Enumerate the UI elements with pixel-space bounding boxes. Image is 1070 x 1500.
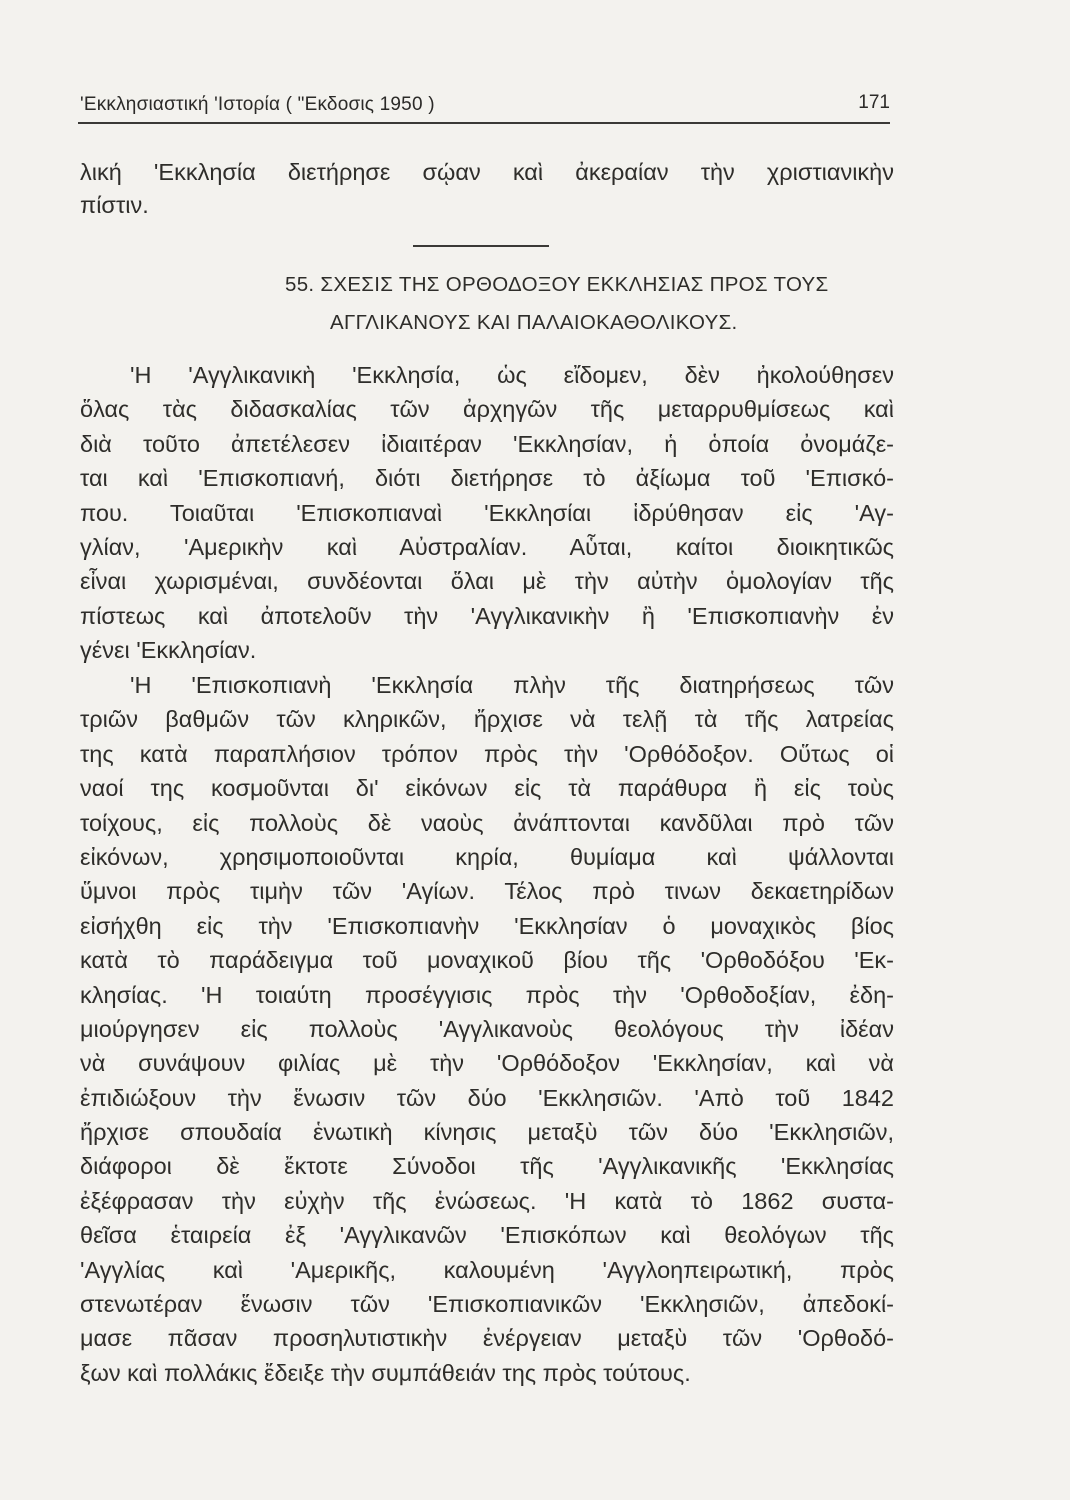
text-line: θεῖσα ἑταιρεία ἐξ 'Αγγλικανῶν 'Επισκόπων καὶ θεολόγων τῆς xyxy=(80,1222,894,1249)
text-line: της κατὰ παραπλήσιον τρόπον πρὸς τὴν 'Ορθόδοξον. Οὕτως οἱ xyxy=(80,740,894,767)
section-heading-line-1: 55. ΣΧΕΣΙΣ ΤΗΣ ΟΡΘΟΔΟΞΟΥ ΕΚΚΛΗΣΙΑΣ ΠΡΟΣ ΤΟΥΣ xyxy=(285,273,829,296)
text-line: ὕμνοι πρὸς τιμὴν τῶν 'Αγίων. Τέλος πρὸ τινων δεκαετηρίδων xyxy=(80,878,894,905)
text-line: ἐπιδιώξουν τὴν ἕνωσιν τῶν δύο 'Εκκλησιῶν. 'Απὸ τοῦ 1842 xyxy=(80,1084,894,1111)
text-line: ναοί της κοσμοῦνται δι' εἰκόνων εἰς τὰ παράθυρα ἢ εἰς τοὺς xyxy=(80,775,894,802)
lead-paragraph xyxy=(80,156,894,222)
text-line: κλησίας. 'Η τοιαύτη προσέγγισις πρὸς τὴν 'Ορθοδοξίαν, ἐδη- xyxy=(80,981,894,1008)
text-line: μασε πᾶσαν προσηλυτιστικὴν ἐνέργειαν μεταξὺ τῶν 'Ορθοδό- xyxy=(80,1325,894,1352)
running-header xyxy=(80,88,890,122)
text-line: στενωτέραν ἕνωσιν τῶν 'Επισκοπιανικῶν 'Εκκλησιῶν, ἀπεδοκί- xyxy=(80,1291,894,1318)
text-line: ται καὶ 'Επισκοπιανή, διότι διετήρησε τὸ ἀξίωμα τοῦ 'Επισκό- xyxy=(80,465,894,492)
text-line: εἶναι χωρισμέναι, συνδέονται ὅλαι μὲ τὴν αὐτὴν ὁμολογίαν τῆς xyxy=(80,568,894,595)
text-line: ξων καὶ πολλάκις ἔδειξε τὴν συμπάθειάν της πρὸς τούτους. xyxy=(80,1359,691,1386)
paragraph-1 xyxy=(80,358,894,668)
text-line: εἰκόνων, χρησιμοποιοῦνται κηρία, θυμίαμα καὶ ψάλλονται xyxy=(80,843,894,870)
text-line: νὰ συνάψουν φιλίας μὲ τὴν 'Ορθόδοξον 'Εκκλησίαν, καὶ νὰ xyxy=(80,1050,894,1077)
text-line: πίστιν. xyxy=(80,192,149,218)
text-line: 'Αγγλίας καὶ 'Αμερικῆς, καλουμένη 'Αγγλοηπειρωτική, πρὸς xyxy=(80,1256,894,1283)
text-line: που. Τοιαῦται 'Επισκοπιαναὶ 'Εκκλησίαι ἱδρύθησαν εἰς 'Αγ- xyxy=(80,499,894,526)
section-heading-line-2: ΑΓΓΛΙΚΑΝΟΥΣ ΚΑΙ ΠΑΛΑΙΟΚΑΘΟΛΙΚΟΥΣ. xyxy=(330,311,738,334)
text-line: λική 'Εκκλησία διετήρησε σῴαν καὶ ἀκεραίαν τὴν χριστιανικὴν xyxy=(80,159,894,185)
text-line: γλίαν, 'Αμερικὴν καὶ Αὐστραλίαν. Αὗται, καίτοι διοικητικῶς xyxy=(80,533,894,560)
text-line: μιούργησεν εἰς πολλοὺς 'Αγγλικανοὺς θεολόγους τὴν ἰδέαν xyxy=(80,1015,894,1042)
text-line: εἰσήχθη εἰς τὴν 'Επισκοπιανὴν 'Εκκλησίαν ὁ μοναχικὸς βίος xyxy=(80,912,894,939)
page-number: 171 xyxy=(858,92,890,113)
text-line: τοίχους, εἰς πολλοὺς δὲ ναοὺς ἀνάπτονται κανδῦλαι πρὸ τῶν xyxy=(80,809,894,836)
paragraph-2 xyxy=(80,668,894,1390)
text-line: 'Η 'Επισκοπιανὴ 'Εκκλησία πλὴν τῆς διατηρήσεως τῶν xyxy=(130,672,894,698)
text-line: διὰ τοῦτο ἀπετέλεσεν ἰδιαιτέραν 'Εκκλησίαν, ἡ ὁποία ὀνομάζε- xyxy=(80,430,894,457)
text-line: γένει 'Εκκλησίαν. xyxy=(80,637,257,664)
header-rule xyxy=(78,122,890,124)
text-line: κατὰ τὸ παράδειγμα τοῦ μοναχικοῦ βίου τῆς 'Ορθοδόξου 'Εκ- xyxy=(80,947,894,974)
text-line: πίστεως καὶ ἀποτελοῦν τὴν 'Αγγλικανικὴν ἢ 'Επισκοπιανὴν ἐν xyxy=(80,602,894,629)
text-line: τριῶν βαθμῶν τῶν κληρικῶν, ἤρχισε νὰ τελῇ τὰ τῆς λατρείας xyxy=(80,706,894,733)
text-line: διάφοροι δὲ ἔκτοτε Σύνοδοι τῆς 'Αγγλικανικῆς 'Εκκλησίας xyxy=(80,1153,894,1180)
running-title: 'Εκκλησιαστική 'Ιστορία ( "Εκδοσις 1950 ) xyxy=(80,94,435,115)
section-divider xyxy=(413,245,549,247)
text-line: ἐξέφρασαν τὴν εὐχὴν τῆς ἑνώσεως. 'Η κατὰ τὸ 1862 συστα- xyxy=(80,1187,894,1214)
text-line: ἤρχισε σπουδαία ἑνωτικὴ κίνησις μεταξὺ τῶν δύο 'Εκκλησιῶν, xyxy=(80,1119,894,1146)
text-line: 'Η 'Αγγλικανικὴ 'Εκκλησία, ὡς εἴδομεν, δὲν ἠκολούθησεν xyxy=(130,362,894,388)
text-line: ὅλας τὰς διδασκαλίας τῶν ἀρχηγῶν τῆς μεταρρυθμίσεως καὶ xyxy=(80,396,894,423)
